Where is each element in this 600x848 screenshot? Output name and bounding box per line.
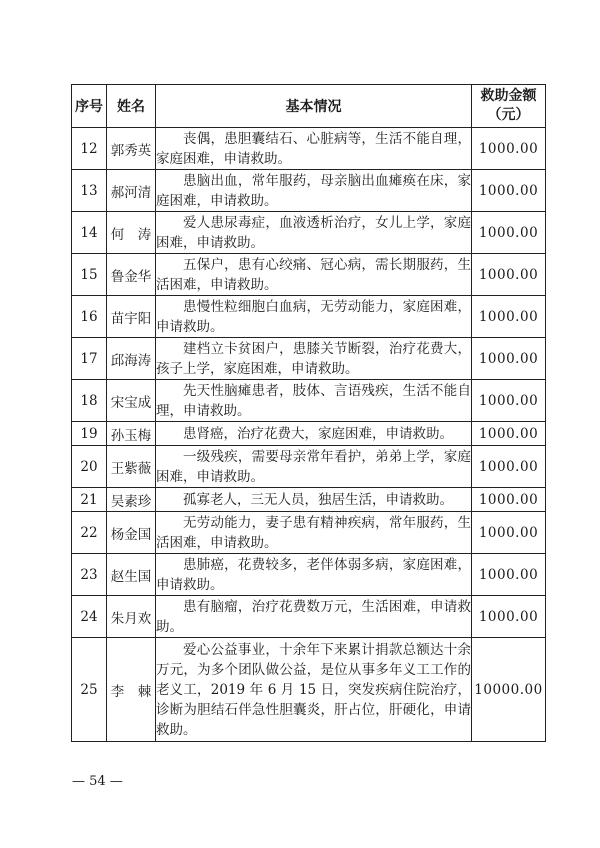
table-row: [72, 488, 546, 512]
page-number: — 54 —: [72, 774, 123, 789]
row-index: 18: [72, 380, 107, 422]
row-amount: 1000.00: [472, 296, 546, 338]
row-situation: 一级残疾，需要母亲常年看护，弟弟上学，家庭困难，申请救助。: [156, 446, 472, 488]
table-row: [72, 446, 546, 488]
row-situation: 患有脑瘤，治疗花费数万元，生活困难，申请救助。: [156, 596, 472, 638]
row-situation: 患肺癌，花费较多，老伴体弱多病，家庭困难，申请救助。: [156, 554, 472, 596]
table-row: [72, 596, 546, 638]
table-row: [72, 638, 546, 742]
row-amount: 1000.00: [472, 338, 546, 380]
header-situation: 基本情况: [156, 85, 472, 128]
row-index: 20: [72, 446, 107, 488]
row-situation: 爱人患尿毒症，血液透析治疗，女儿上学，家庭困难，申请救助。: [156, 212, 472, 254]
row-amount: 1000.00: [472, 254, 546, 296]
row-name: 邱海涛: [107, 338, 156, 380]
row-index: 22: [72, 512, 107, 554]
row-amount: 1000.00: [472, 512, 546, 554]
row-index: 21: [72, 488, 107, 512]
table-row: [72, 170, 546, 212]
row-name: 郭秀英: [107, 128, 156, 170]
row-name: 孙玉梅: [107, 422, 156, 446]
row-index: 23: [72, 554, 107, 596]
row-index: 25: [72, 638, 107, 742]
header-index: 序号: [72, 85, 107, 128]
row-situation: 建档立卡贫困户，患膝关节断裂，治疗花费大，孩子上学，家庭困难，申请救助。: [156, 338, 472, 380]
header-amount-line2: （元）: [487, 107, 530, 123]
table-row: [72, 254, 546, 296]
row-index: 15: [72, 254, 107, 296]
row-amount: 1000.00: [472, 212, 546, 254]
row-index: 17: [72, 338, 107, 380]
header-amount-line1: 救助金额: [480, 88, 537, 104]
table-row: [72, 512, 546, 554]
row-amount: 10000.00: [472, 638, 546, 742]
row-index: 14: [72, 212, 107, 254]
row-amount: 1000.00: [472, 380, 546, 422]
row-situation: 患肾癌，治疗花费大，家庭困难，申请救助。: [156, 422, 472, 446]
table-row: [72, 296, 546, 338]
row-name: 王紫薇: [107, 446, 156, 488]
row-name: 鲁金华: [107, 254, 156, 296]
header-amount: [472, 85, 546, 128]
row-name: 朱月欢: [107, 596, 156, 638]
row-amount: 1000.00: [472, 596, 546, 638]
table-header-row: [72, 85, 546, 128]
row-amount: 1000.00: [472, 170, 546, 212]
row-amount: 1000.00: [472, 128, 546, 170]
row-name: 李 棘: [107, 638, 156, 742]
header-name: 姓名: [107, 85, 156, 128]
table-row: [72, 212, 546, 254]
row-amount: 1000.00: [472, 446, 546, 488]
table-row: [72, 380, 546, 422]
row-index: 12: [72, 128, 107, 170]
row-situation: 无劳动能力，妻子患有精神疾病，常年服药，生活困难，申请救助。: [156, 512, 472, 554]
table-row: [72, 422, 546, 446]
row-amount: 1000.00: [472, 422, 546, 446]
row-situation: 爱心公益事业，十余年下来累计捐款总额达十余万元，为多个团队做公益，是位从事多年义工工作的老义工，2019 年 6 月 15 日，突发疾病住院治疗，诊断为胆结石伴急性胆囊炎，肝占位，肝硬化，申请救助。: [156, 638, 472, 742]
aid-table: [71, 84, 546, 742]
row-situation: 丧偶，患胆囊结石、心脏病等，生活不能自理，家庭困难，申请救助。: [156, 128, 472, 170]
row-situation: 患脑出血，常年服药，母亲脑出血瘫痪在床，家庭困难，申请救助。: [156, 170, 472, 212]
row-name: 苗宇阳: [107, 296, 156, 338]
table-row: [72, 554, 546, 596]
row-index: 19: [72, 422, 107, 446]
table-row: [72, 128, 546, 170]
row-name: 郝河清: [107, 170, 156, 212]
row-name: 杨金国: [107, 512, 156, 554]
row-situation: 患慢性粒细胞白血病，无劳动能力，家庭困难，申请救助。: [156, 296, 472, 338]
row-index: 24: [72, 596, 107, 638]
row-name: 吴素珍: [107, 488, 156, 512]
table-row: [72, 338, 546, 380]
row-situation: 孤寡老人，三无人员，独居生活，申请救助。: [156, 488, 472, 512]
row-name: 赵生国: [107, 554, 156, 596]
row-name: 何 涛: [107, 212, 156, 254]
row-amount: 1000.00: [472, 554, 546, 596]
row-amount: 1000.00: [472, 488, 546, 512]
row-situation: 先天性脑瘫患者，肢体、言语残疾，生活不能自理，申请救助。: [156, 380, 472, 422]
row-situation: 五保户，患有心绞痛、冠心病，需长期服药，生活困难，申请救助。: [156, 254, 472, 296]
row-index: 13: [72, 170, 107, 212]
row-name: 宋宝成: [107, 380, 156, 422]
row-index: 16: [72, 296, 107, 338]
